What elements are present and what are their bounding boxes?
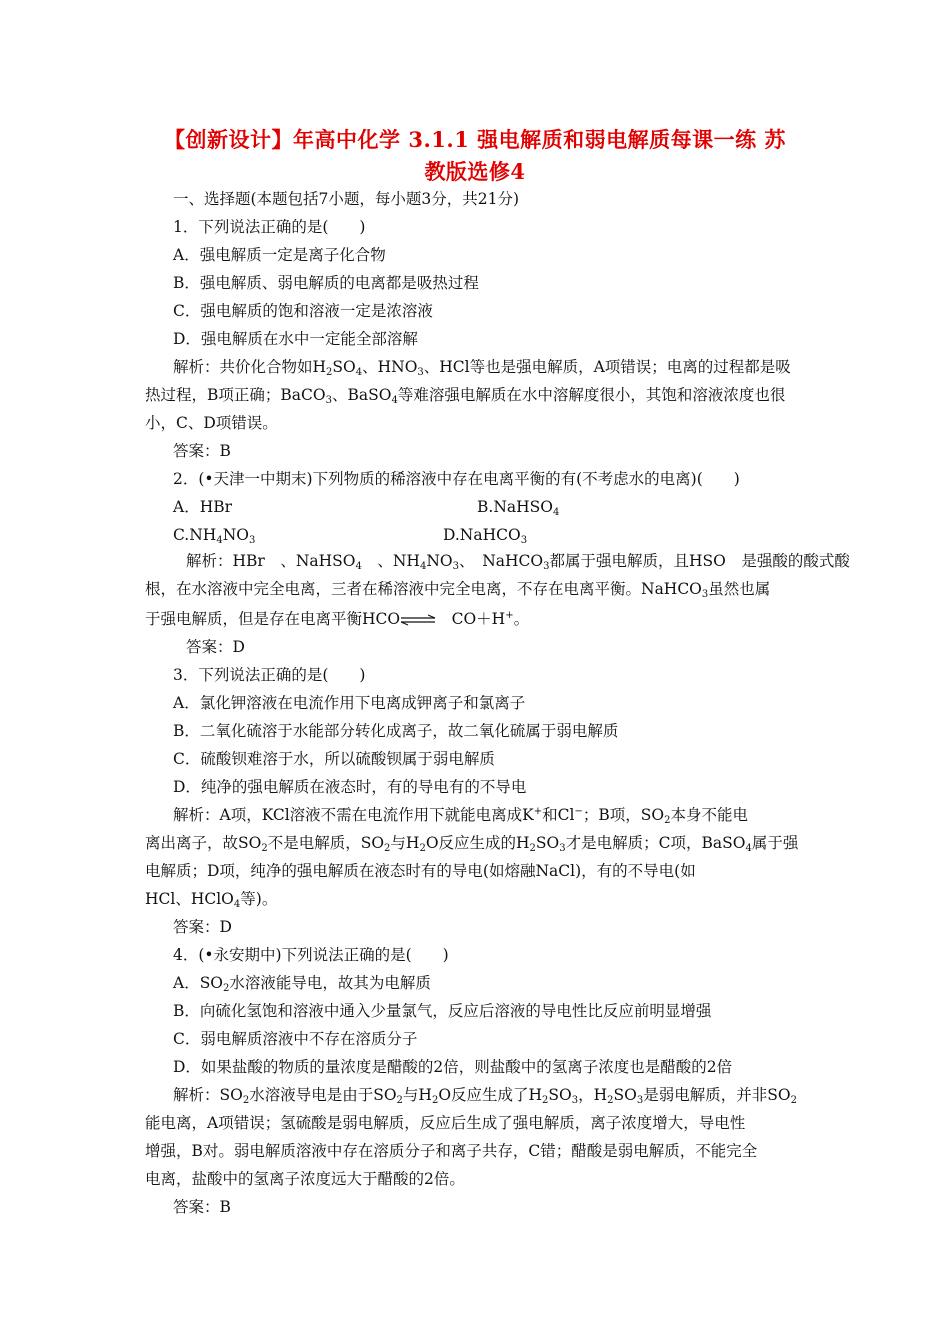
q4-answer: 答案：B: [173, 1198, 231, 1216]
q4-option-a: A．$SO_2$水溶液能导电，故其为电解质: [173, 974, 431, 994]
q4-explanation-line4: 电离，盐酸中的氢离子浓度远大于醋酸的2倍。: [145, 1170, 465, 1188]
equilibrium-arrow-icon: [400, 614, 436, 626]
q2-answer: 答案：D: [186, 638, 245, 656]
q1-explanation-line2: 热过程，B项正确；BaCO$_3$、BaSO$_4$等难溶强电解质在水中溶解度很小，其饱和溶液浓度也很: [145, 386, 786, 406]
q1-option-c: C．强电解质的饱和溶液一定是浓溶液: [173, 302, 433, 320]
q3-explanation-line4: HCl、HClO$_4$等)。: [145, 890, 278, 910]
q2-explanation-line1: 解析：HBr 、NaHSO$_4$ 、$NH_4NO_3$、 NaHCO$_3$都属于强电解质，且HSO 是强酸的酸式酸: [186, 552, 850, 572]
q2-option-c: $C.NH_4NO_3$: [173, 526, 256, 546]
q4-option-d: D．如果盐酸的物质的量浓度是醋酸的2倍，则盐酸中的氢离子浓度也是醋酸的2倍: [173, 1058, 733, 1076]
q1-explanation-line3: 小，C、D项错误。: [145, 414, 278, 432]
document-title: 【创新设计】年高中化学 3.1.1 强电解质和弱电解质每课一练 苏: [164, 127, 786, 152]
q4-explanation-line2: 能电离，A项错误；氢硫酸是弱电解质，反应后生成了强电解质，离子浓度增大，导电性: [145, 1114, 746, 1132]
q1-stem: 1．下列说法正确的是( ): [173, 218, 366, 236]
q2-option-b: B.NaHSO$_4$: [477, 498, 560, 518]
q3-stem: 3．下列说法正确的是( ): [173, 666, 366, 684]
q4-stem: 4．(•永安期中)下列说法正确的是( ): [173, 946, 449, 964]
q1-option-b: B．强电解质、弱电解质的电离都是吸热过程: [173, 274, 479, 292]
q1-explanation-line1: 解析：共价化合物如$H_2SO_4$、$HNO_3$、HCl等也是强电解质，A项错误；电离的过程都是吸: [173, 358, 791, 378]
q2-option-d: D.NaHCO$_3$: [443, 526, 528, 546]
q3-option-a: A．氯化钾溶液在电流作用下电离成钾离子和氯离子: [173, 694, 526, 712]
q3-option-b: B．二氧化硫溶于水能部分转化成离子，故二氧化硫属于弱电解质: [173, 722, 619, 740]
q1-option-a: A．强电解质一定是离子化合物: [173, 246, 386, 264]
q2-explanation-line2: 根，在水溶液中完全电离，三者在稀溶液中完全电离，不存在电离平衡。NaHCO$_3$虽然也属: [145, 580, 771, 600]
document-title-continued: 教版选修4: [424, 159, 526, 184]
q1-option-d: D．强电解质在水中一定能全部溶解: [173, 330, 418, 348]
q3-option-d: D．纯净的强电解质在液态时，有的导电有的不导电: [173, 778, 527, 796]
q3-explanation-line3: 电解质；D项，纯净的强电解质在液态时有的导电(如熔融NaCl)，有的不导电(如: [145, 862, 696, 880]
q3-explanation-line1: 解析：A项，KCl溶液不需在电流作用下就能电离成K+和Cl−；B项，$SO_2$本身不能电: [173, 806, 748, 826]
q3-explanation-line2: 离出离子，故$SO_2$不是电解质，$SO_2$与$H_2O$反应生成的$H_2SO_3$才是电解质；C项，BaSO$_4$属于强: [145, 834, 799, 854]
section-heading: 一、选择题(本题包括7小题，每小题3分，共21分): [173, 190, 520, 208]
q3-answer: 答案：D: [173, 918, 232, 936]
q4-explanation-line1: 解析：$SO_2$水溶液导电是由于$SO_2$与$H_2O$反应生成了$H_2SO_3$，$H_2SO_3$是弱电解质，并非$SO_2$: [173, 1086, 797, 1106]
q4-option-c: C．弱电解质溶液中不存在溶质分子: [173, 1030, 418, 1048]
q3-option-c: C．硫酸钡难溶于水，所以硫酸钡属于弱电解质: [173, 750, 495, 768]
q4-explanation-line3: 增强，B对。弱电解质溶液中存在溶质分子和离子共存，C错；醋酸是弱电解质，不能完全: [145, 1142, 758, 1160]
q2-stem: 2．(•天津一中期末)下列物质的稀溶液中存在电离平衡的有(不考虑水的电离)( ): [173, 470, 740, 488]
q1-answer: 答案：B: [173, 442, 231, 460]
q2-explanation-line3: 于强电解质，但是存在电离平衡HCO CO＋H+。: [145, 610, 530, 628]
q2-option-a: A．HBr: [173, 498, 233, 516]
q4-option-b: B．向硫化氢饱和溶液中通入少量氯气，反应后溶液的导电性比反应前明显增强: [173, 1002, 712, 1020]
